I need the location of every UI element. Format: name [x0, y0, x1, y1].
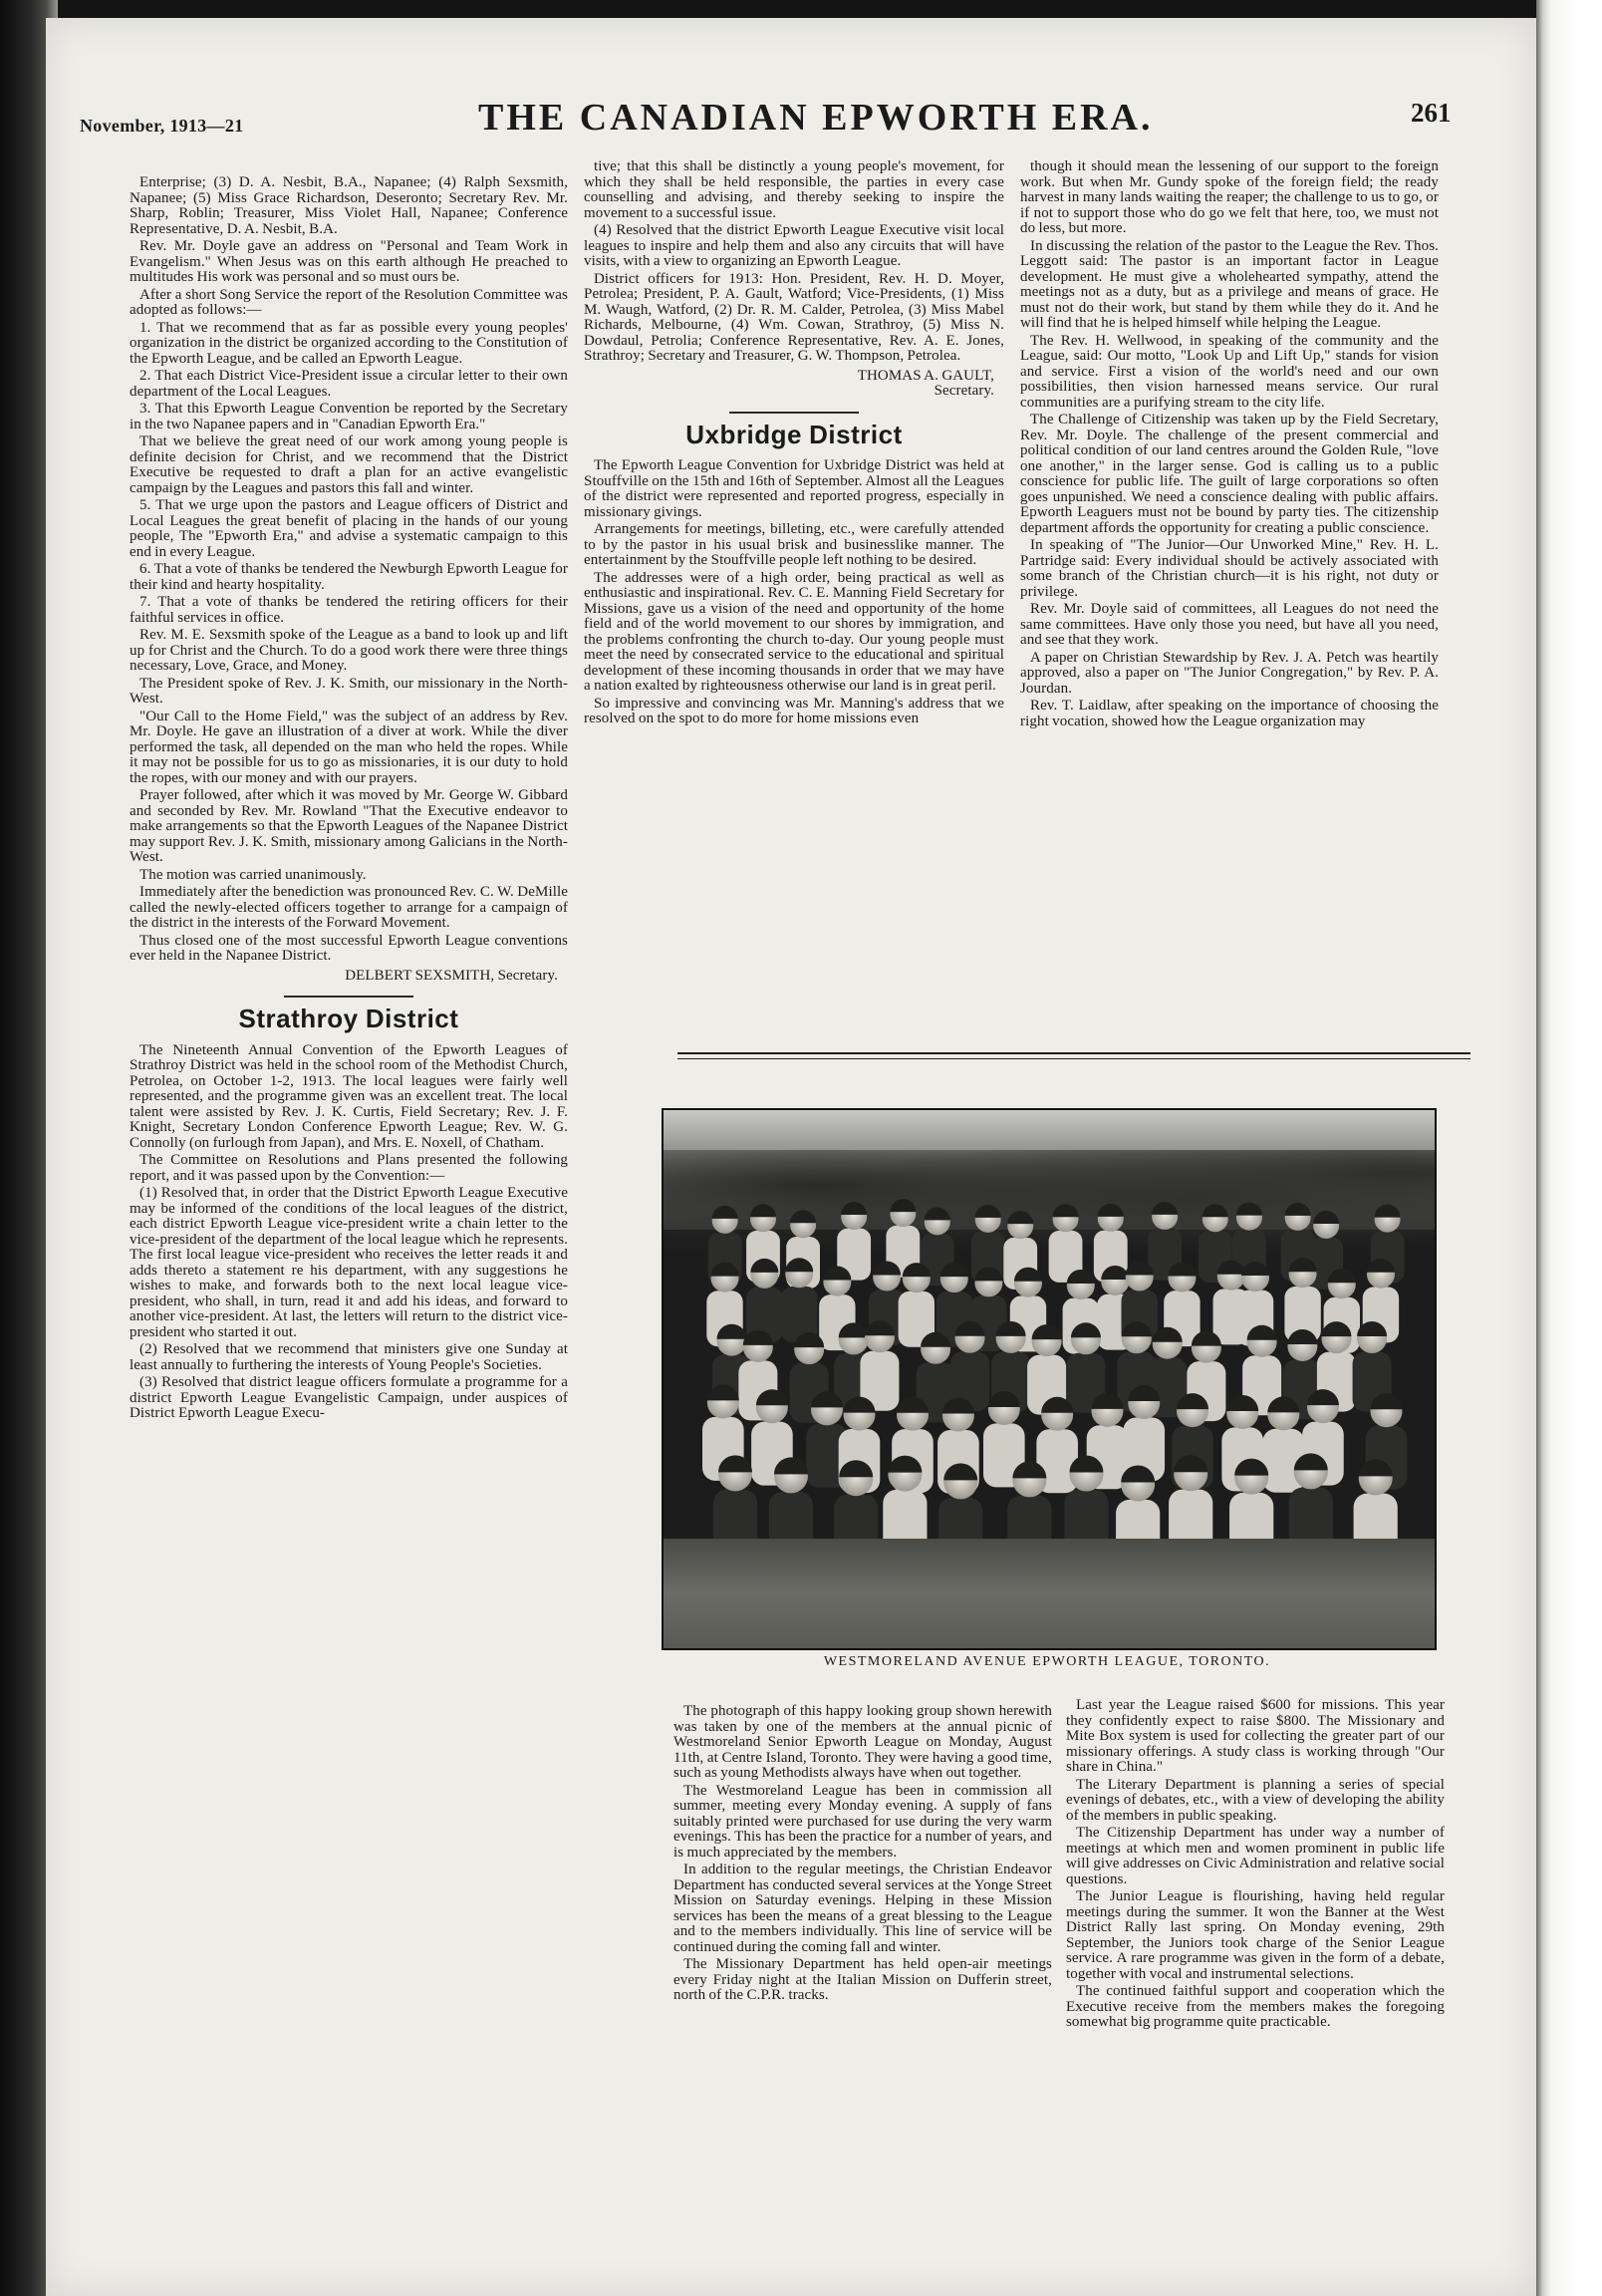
signature: DELBERT SEXSMITH, Secretary. [345, 967, 558, 984]
column-2 [584, 159, 1004, 729]
section-rule [677, 1052, 1470, 1059]
publication-title: THE CANADIAN EPWORTH ERA. [478, 97, 1154, 139]
photo-figure-hair [890, 1199, 916, 1212]
paragraph: In discussing the relation of the pastor to the League the Rev. Thos. Leggott said: The pastor is an important factor in League development. He must give a wholehearted sympathy, attend the meetings not as a duty, but as a privilege and means of grace. He must not do their work, but stand by them while they do it. And he will find that he is helped himself while helping the League. [1020, 237, 1439, 331]
photo-figure-hair [1098, 1204, 1124, 1217]
photo-figure-hair [925, 1207, 950, 1220]
paragraph: (4) Resolved that the district Epworth League Executive visit local leagues to inspire and help them and also any circuits that will have visits, with a view to organizing an Epworth League. [584, 222, 1004, 269]
paragraph: The Challenge of Citizenship was taken up by the Field Secretary, Rev. Mr. Doyle. The challenge of the present commercial and political condition of our land centres around the Golden Rule, "love one another," in the larger sense. God is calling us to a public conscience for public life. The guilt of large corporations so often goes unpunished. We need a conscience dealing with public affairs. Epworth Leaguers must not be bound by party ties. The citizenship department affords the opportunity for creating a public conscience. [1020, 412, 1439, 536]
paragraph: Rev. M. E. Sexsmith spoke of the League as a band to look up and lift up for Christ and the Church. To do a good work there were three things necessary, Love, Grace, and Money. [130, 627, 568, 674]
paragraph: The President spoke of Rev. J. K. Smith, our missionary in the North-West. [130, 675, 568, 707]
paragraph: The Westmoreland League has been in commission all summer, meeting every Monday evening. A supply of fans suitably printed were purchased for use during the very warm evenings. This has been the practice for a number of years, and is much appreciated by the members. [673, 1782, 1052, 1861]
strathroy-report-continued [584, 159, 1004, 400]
photo-figure-hair [750, 1204, 776, 1217]
paragraph: Immediately after the benediction was pronounced Rev. C. W. DeMille called the newly-elected officers together to arrange for a campaign of the district in the interests of the Forward Movement. [130, 884, 568, 931]
photo-figure-hair [790, 1210, 816, 1223]
photo-figure-hair [712, 1206, 738, 1219]
paragraph: Rev. Mr. Doyle gave an address on "Personal and Team Work in Evangelism." When Jesus was on this earth although He preached to multitudes His work was personal and so must ours be. [130, 238, 568, 285]
paragraph: The Epworth League Convention for Uxbridge District was held at Stouffville on the 15th and 16th of September. Almost all the Leagues of the district were represented and reported progress, especially in missionary givings. [584, 457, 1004, 520]
paragraph: 3. That this Epworth League Convention be reported by the Secretary in the two Napanee papers and in "Canadian Epworth Era." [130, 401, 568, 432]
paragraph: The photograph of this happy looking group shown herewith was taken by one of the members at the annual picnic of Westmoreland Senior Epworth League on Monday, August 11th, at Centre Island, Toronto. They were having a good time, such as young Methodists always have when out together. [673, 1703, 1052, 1781]
photo-figure-hair [1007, 1211, 1033, 1224]
paragraph: (3) Resolved that district league officers formulate a programme for a district Epworth League Evangelistic Campaign, under auspices of District Epworth League Execu- [130, 1374, 568, 1421]
section-heading-uxbridge: Uxbridge District [685, 419, 903, 449]
paragraph: The continued faithful support and cooperation which the Executive receive from the members makes the foregoing somewhat big programme quite practicable. [1066, 1983, 1445, 2030]
paragraph: In speaking of "The Junior—Our Unworked Mine," Rev. H. L. Partridge said: Every individual should be actively associated with some branch of the Christian church—it is his right, not duty or privilege. [1020, 537, 1439, 600]
signature-name: THOMAS A. GAULT, [857, 367, 994, 384]
paragraph: 1. That we recommend that as far as possible every young peoples' organization in the district be organized according to the Constitution of the Epworth League, and be called an Epworth League. [130, 319, 568, 367]
signature-title: Secretary. [934, 383, 994, 399]
paragraph: The motion was carried unanimously. [139, 866, 367, 883]
section-heading-strathroy: Strathroy District [238, 1004, 459, 1033]
uxbridge-report [584, 458, 1004, 727]
scan-edge-right [1536, 0, 1602, 2296]
group-photograph [662, 1108, 1437, 1650]
paragraph: 5. That we urge upon the pastors and League officers of District and Local Leagues the great benefit of placing in the hands of our young people, The "Epworth Era," and advise a systematic campaign to this end in every League. [130, 497, 568, 560]
paragraph: though it should mean the lessening of our support to the foreign work. But when Mr. Gundy spoke of the foreign field; the ready harvest in many lands waiting the reaper; the challenge to us to go, or if not to support those who do go we felt that here, too, we must not do less, but more. [1020, 158, 1439, 236]
section-divider [729, 412, 859, 414]
photo-figure-hair [1236, 1203, 1262, 1216]
page-number: 261 [1411, 98, 1452, 128]
paragraph: District officers for 1913: Hon. President, Rev. H. D. Moyer, Petrolea; President, P. A. Gault, Watford; Vice-Presidents, (1) Miss M. Waugh, Watford, (2) Dr. R. M. Calder, Petrolea, (3) Miss Mabel Richards, Melbourne, (4) Wm. Cowan, Strathroy, (5) Miss N. Dowdaul, Petrolia; Conference Representative, Rev. A. E. Jones, Strathroy; Secretary and Treasurer, G. W. Thompson, Petrolea. [584, 270, 1004, 364]
photo-ground [664, 1539, 1435, 1648]
paragraph: In addition to the regular meetings, the Christian Endeavor Department has conducted several services at the Yonge Street Mission on Saturday evenings. Helping in these Mission services has been the means of a great blessing to the League and to the members individually. This line of service will be continued during the coming fall and winter. [673, 1862, 1052, 1955]
photo-figure-hair [1053, 1204, 1079, 1217]
section-divider [284, 996, 413, 998]
napanee-report-continued [130, 175, 568, 984]
paragraph: A paper on Christian Stewardship by Rev. J. A. Petch was heartily approved, also a paper on "The Junior Congregation," by Rev. P. A. Jourdan. [1020, 649, 1439, 697]
paragraph: The Literary Department is planning a series of special evenings of debates, etc., with a view of developing the ability of the members in public speaking. [1066, 1776, 1445, 1824]
paragraph: The Citizenship Department has under way a number of meetings at which men and women prominent in public life will give addresses on Civic Administration and relative social questions. [1066, 1825, 1445, 1887]
issue-date: November, 1913—21 [80, 116, 244, 136]
column-3 [1020, 159, 1439, 731]
uxbridge-report-continued [1020, 159, 1439, 729]
paragraph: Arrangements for meetings, billeting, etc., were carefully attended to by the pastor in his usual brisk and businesslike manner. The entertainment by the Stouffville people left nothing to be desired. [584, 521, 1004, 568]
paragraph: The Rev. H. Wellwood, in speaking of the community and the League, said: Our motto, "Look Up and Lift Up," stands for vision and service. First a vision of the world's need and our own possibilities, then vision harnessed means service. Our rural communities are a purifying stream to the city life. [1020, 332, 1439, 411]
column-1 [130, 175, 568, 1424]
paragraph: Last year the League raised $600 for missions. This year they confidently expect to raise $800. The Missionary and Mite Box system is used for collecting the greater part of our missionary offerings. A study class is working through "Our share in China." [1066, 1697, 1445, 1775]
paragraph: The Missionary Department has held open-air meetings every Friday night at the Italian Mission on Dufferin street, north of the C.P.R. tracks. [673, 1956, 1052, 2003]
paragraph: (1) Resolved that, in order that the District Epworth League Executive may be informed of the conditions of the local leagues of the district, each district Epworth League vice-president write a chain letter to the vice-president of the department of the local league which he represents. The first local league vice-president who receives the letter reads it and adds thereto a statement re his department, with any suggestions he wishes to make, and forwards both to the next local league vice-president, who shall, in turn, read it and add his ideas, and forward to another vice-president. At last, the letters will return to the district vice-president who started it out. [130, 1185, 568, 1340]
paragraph: So impressive and convincing was Mr. Manning's address that we resolved on the spot to do more for home missions even [584, 695, 1004, 726]
paragraph: 6. That a vote of thanks be tendered the Newburgh Epworth League for their kind and hearty hospitality. [130, 561, 568, 593]
photo-figure-hair [1152, 1202, 1178, 1215]
strathroy-report [130, 1043, 568, 1422]
paragraph: Enterprise; (3) D. A. Nesbit, B.A., Napanee; (4) Ralph Sexsmith, Napanee; (5) Miss Grace Richardson, Deseronto; Secretary Rev. Mr. Sharp, Roblin; Treasurer, Miss Violet Hall, Napanee; Conference Representative, D. A. Nesbit, B.A. [130, 174, 568, 237]
paragraph: "Our Call to the Home Field," was the subject of an address by Rev. Mr. Doyle. He gave an illustration of a diver at work. While the diver performed the task, all depended on the man who held the ropes. While it may not be possible for us to go as missionaries, it is our duty to hold the ropes, with our money and with our prayers. [130, 708, 568, 786]
paragraph: 2. That each District Vice-President issue a circular letter to their own department of the Local Leagues. [130, 368, 568, 400]
paragraph: 7. That a vote of thanks be tendered the retiring officers for their faithful services in office. [130, 594, 568, 626]
photo-figure-hair [1313, 1211, 1339, 1224]
page-header [80, 76, 1474, 145]
paragraph: The Junior League is flourishing, having held regular meetings during the summer. It won the Banner at the West District Rally last spring. On Monday evening, 29th September, the Juniors took charge of the Senior League service. A rare programme was given in the form of a debate, together with vocal and instrumental selections. [1066, 1888, 1445, 1982]
photo-figure-hair [841, 1202, 867, 1215]
paragraph: Rev. Mr. Doyle said of committees, all Leagues do not need the same committees. Have only those you need, but have all you need, and see that they work. [1020, 601, 1439, 648]
column-lower-right [1066, 1698, 1445, 2033]
photo-figure-hair [1375, 1205, 1401, 1218]
paragraph: Thus closed one of the most successful Epworth League conventions ever held in the Napanee District. [130, 932, 568, 964]
photo-figure-hair [975, 1205, 1001, 1218]
paragraph: The Nineteenth Annual Convention of the Epworth Leagues of Strathroy District was held in the school room of the Methodist Church, Petrolea, on October 1-2, 1913. The local leagues were fairly well represented, and the programme given was an excellent treat. The local talent were assisted by Rev. J. K. Curtis, Field Secretary; Rev. J. F. Knight, Secretary London Conference Epworth League; Rev. W. G. Connolly (on furlough from Japan), and Mrs. E. Noxell, of Chatham. [130, 1041, 568, 1151]
paragraph: Rev. T. Laidlaw, after speaking on the importance of choosing the right vocation, showed how the League organization may [1020, 698, 1439, 729]
photo-caption: WESTMORELAND AVENUE EPWORTH LEAGUE, TORONTO. [823, 1654, 1271, 1669]
paragraph: (2) Resolved that we recommend that ministers give one Sunday at least annually to furthering the interests of Young People's Societies. [130, 1341, 568, 1373]
paragraph: After a short Song Service the report of the Resolution Committee was adopted as follows:— [130, 286, 568, 318]
paragraph: That we believe the great need of our work among young people is definite decision for Christ, and we recommend that the District Executive be requested to draft a plan for an active evangelistic campaign by the Leagues and pastors this fall and winter. [130, 433, 568, 496]
photo-figure-hair [1202, 1204, 1228, 1217]
paragraph: Prayer followed, after which it was moved by Mr. George W. Gibbard and seconded by Rev. Mr. Rowland "That the Executive endeavor to make arrangements so that the Epworth Leagues of the Napanee District may support Rev. J. K. Smith, missionary among Galicians in the North-West. [130, 787, 568, 865]
column-lower-left [673, 1704, 1052, 2006]
paragraph: The Committee on Resolutions and Plans presented the following report, and it was passed upon by the Convention:— [130, 1152, 568, 1184]
paragraph: The addresses were of a high order, being practical as well as enthusiastic and inspirational. Rev. C. E. Manning Field Secretary for Missions, gave us a vision of the need and opportunity of the home field and of the world movement to our shores by immigration, and the problems confronting the church to-day. Our young people must meet the need by consecrated service to the educational and spiritual development of these incoming thousands in order that we may have a nation exalted by righteousness otherwise our land is in great peril. [584, 569, 1004, 694]
paragraph: tive; that this shall be distinctly a young people's movement, for which they shall be held responsible, the parties in every case counselling and advising, and thereby seeking to inspire the movement to a successful issue. [584, 158, 1004, 221]
photo-figure-hair [1285, 1203, 1311, 1216]
